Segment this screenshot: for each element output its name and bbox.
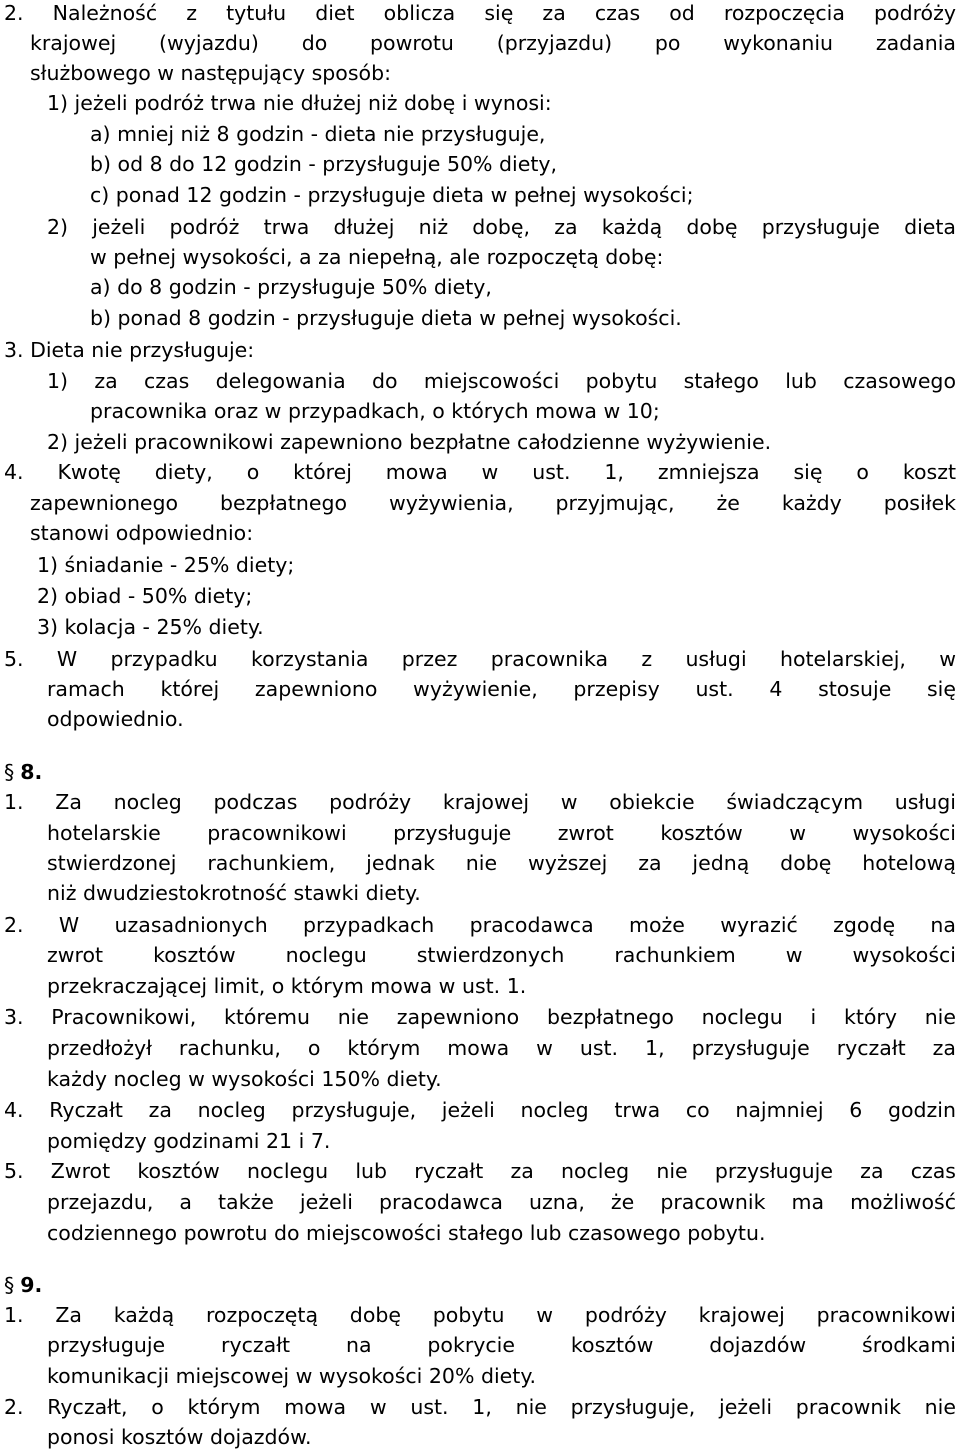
text-line: przekraczającej limit, o którym mowa w ust. 1. [47, 974, 527, 998]
text-line: odpowiednio. [47, 707, 184, 731]
text-line: zwrot kosztów noclegu stwierdzonych rachunkiem w wysokości [47, 943, 956, 967]
sub-item: c) ponad 12 godzin - przysługuje dieta w pełnej wysokości; [90, 183, 694, 207]
text-line: przysługuje ryczałt na pokrycie kosztów dojazdów środkami [47, 1333, 956, 1357]
text-line: 5. Zwrot kosztów noclegu lub ryczałt za nocleg nie przysługuje za czas [4, 1159, 956, 1183]
text-line: ramach której zapewniono wyżywienie, przepisy ust. 4 stosuje się [47, 677, 956, 701]
text-line: stwierdzonej rachunkiem, jednak nie wyższej za jedną dobę hotelową [47, 851, 956, 875]
text-line: ponosi kosztów dojazdów. [47, 1425, 312, 1449]
text-line: służbowego w następujący sposób: [30, 61, 391, 85]
sub-item: a) mniej niż 8 godzin - dieta nie przysługuje, [90, 122, 546, 146]
text-line: 2. Należność z tytułu diet oblicza się za czas od rozpoczęcia podróży [4, 1, 956, 25]
text-line: każdy nocleg w wysokości 150% diety. [47, 1067, 442, 1091]
text-line: stanowi odpowiednio: [30, 521, 254, 545]
text-line: przedłożył rachunku, o którym mowa w ust. 1, przysługuje ryczałt za [47, 1036, 956, 1060]
text-line: 1. Za nocleg podczas podróży krajowej w obiekcie świadczącym usługi [4, 790, 956, 814]
text-line: krajowej (wyjazdu) do powrotu (przyjazdu) po wykonaniu zadania [30, 31, 956, 55]
list-item: 2) obiad - 50% diety; [37, 584, 253, 608]
list-item: 2) jeżeli podróż trwa dłużej niż dobę, za każdą dobę przysługuje dieta [47, 215, 956, 239]
list-item: 1) jeżeli podróż trwa nie dłużej niż dobę i wynosi: [47, 91, 552, 115]
paragraph-heading: 3. Dieta nie przysługuje: [4, 338, 255, 362]
text-line: niż dwudziestokrotność stawki diety. [47, 881, 421, 905]
text-line: przejazdu, a także jeżeli pracodawca uzna, że pracownik ma możliwość [47, 1190, 956, 1214]
text-line: komunikacji miejscowej w wysokości 20% diety. [47, 1364, 537, 1388]
sub-item: b) ponad 8 godzin - przysługuje dieta w pełnej wysokości. [90, 306, 682, 330]
text-line: pracownika oraz w przypadkach, o których mowa w 10; [90, 399, 660, 423]
text-line: 5. W przypadku korzystania przez pracownika z usługi hotelarskiej, w [4, 647, 956, 671]
text-line: 2. Ryczałt, o którym mowa w ust. 1, nie przysługuje, jeżeli pracownik nie [4, 1395, 956, 1419]
text-line: hotelarskie pracownikowi przysługuje zwrot kosztów w wysokości [47, 821, 956, 845]
list-item: 1) za czas delegowania do miejscowości pobytu stałego lub czasowego [47, 369, 956, 393]
section-number: 8. [20, 760, 43, 784]
text-line: zapewnionego bezpłatnego wyżywienia, przyjmując, że każdy posiłek [30, 491, 956, 515]
section-heading [4, 1270, 42, 1300]
section-number: 9. [20, 1273, 43, 1297]
sub-item: b) od 8 do 12 godzin - przysługuje 50% diety, [90, 152, 558, 176]
text-line: 4. Ryczałt za nocleg przysługuje, jeżeli nocleg trwa co najmniej 6 godzin [4, 1098, 956, 1122]
text-line: 4. Kwotę diety, o której mowa w ust. 1, zmniejsza się o koszt [4, 460, 956, 484]
list-item: 2) jeżeli pracownikowi zapewniono bezpłatne całodzienne wyżywienie. [47, 430, 772, 454]
section-heading [4, 757, 42, 787]
section-sign: § [4, 760, 15, 784]
text-line: 3. Pracownikowi, któremu nie zapewniono bezpłatnego noclegu i który nie [4, 1005, 956, 1029]
list-item: 1) śniadanie - 25% diety; [37, 553, 295, 577]
text-line: w pełnej wysokości, a za niepełną, ale rozpoczętą dobę: [90, 245, 664, 269]
list-item: 3) kolacja - 25% diety. [37, 615, 264, 639]
text-line: 2. W uzasadnionych przypadkach pracodawca może wyrazić zgodę na [4, 913, 956, 937]
text-line: 1. Za każdą rozpoczętą dobę pobytu w podróży krajowej pracownikowi [4, 1303, 956, 1327]
text-line: codziennego powrotu do miejscowości stałego lub czasowego pobytu. [47, 1221, 766, 1245]
sub-item: a) do 8 godzin - przysługuje 50% diety, [90, 275, 492, 299]
text-line: pomiędzy godzinami 21 i 7. [47, 1129, 331, 1153]
section-sign: § [4, 1273, 15, 1297]
